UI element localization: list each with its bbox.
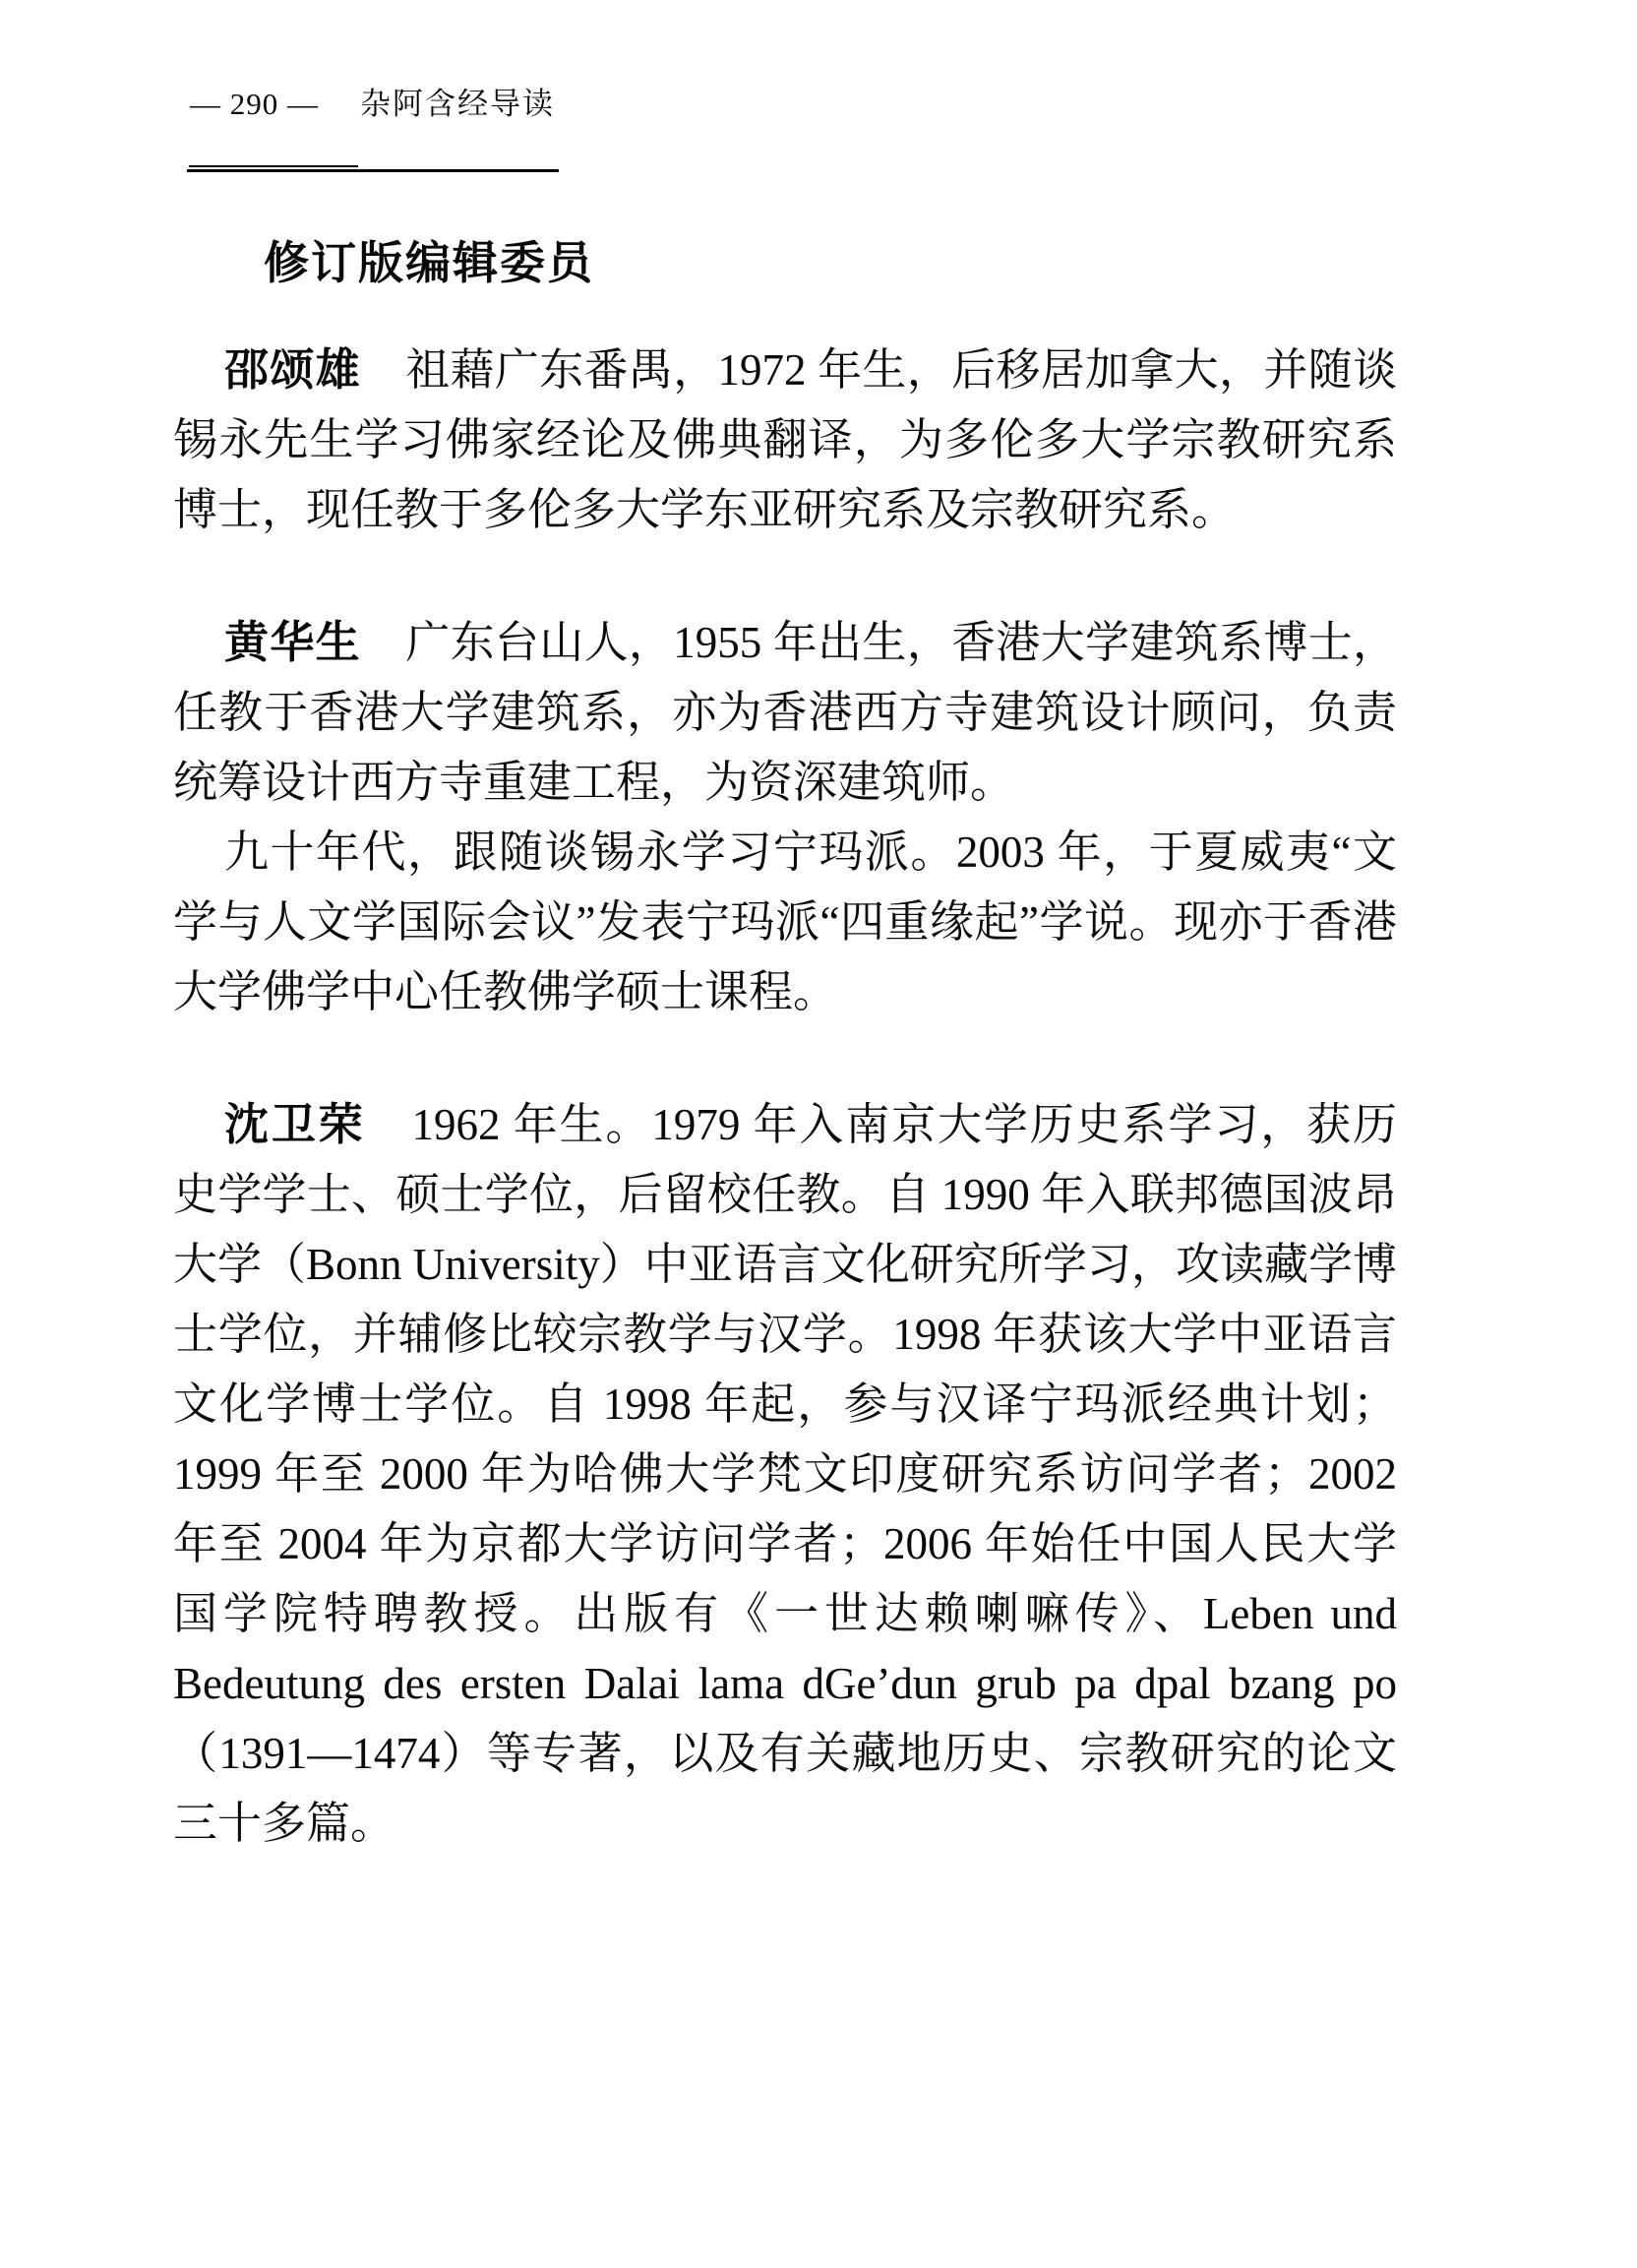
- header-rule: [187, 169, 559, 172]
- page-content: [173, 236, 1397, 1859]
- biography-paragraphs: [173, 336, 1397, 1859]
- person-name: 黄华生: [224, 618, 361, 667]
- person-name: 邵颂雄: [224, 345, 361, 395]
- running-header: [190, 85, 555, 124]
- header-rule-double-stroke: [189, 165, 358, 167]
- biography-paragraph: 沈卫荣 1962 年生。1979 年入南京大学历史系学习，获历史学学士、硕士学位，后留校任教。自 1990 年入联邦德国波昂大学（Bonn University）中亚语言文化研究所学习，攻读藏学博士学位，并辅修比较宗教学与汉学。1998 年获该大学中亚语言文化学博士学位。自 1998 年起，参与汉译宁玛派经典计划；1999 年至 2000 年为哈佛大学梵文印度研究系访问学者；2002 年至 2004 年为京都大学访问学者；2006 年始任中国人民大学国学院特聘教授。出版有《一世达赖喇嘛传》、Leben und Bedeutung des ersten Dalai lama dGe’dun grub pa dpal bzang po（1391—1474）等专著，以及有关藏地历史、宗教研究的论文三十多篇。: [173, 1100, 1397, 1848]
- section-title: 修订版编辑委员: [264, 238, 594, 288]
- person-name: 沈卫荣: [224, 1100, 366, 1149]
- book-title: 杂阿含经导读: [360, 87, 555, 121]
- page-number: — 290 —: [190, 87, 319, 121]
- biography-paragraph: 黄华生 广东台山人，1955 年出生，香港大学建筑系博士，任教于香港大学建筑系，亦为香港西方寺建筑设计顾问，负责统筹设计西方寺重建工程，为资深建筑师。: [173, 618, 1397, 807]
- biography-paragraph: 九十年代，跟随谈锡永学习宁玛派。2003 年，于夏威夷“文学与人文学国际会议”发表宁玛派“四重缘起”学说。现亦于香港大学佛学中心任教佛学硕士课程。: [173, 828, 1397, 1016]
- biography-paragraph: 邵颂雄 祖藉广东番禺，1972 年生，后移居加拿大，并随谈锡永先生学习佛家经论及佛典翻译，为多伦多大学宗教研究系博士，现任教于多伦多大学东亚研究系及宗教研究系。: [173, 345, 1397, 534]
